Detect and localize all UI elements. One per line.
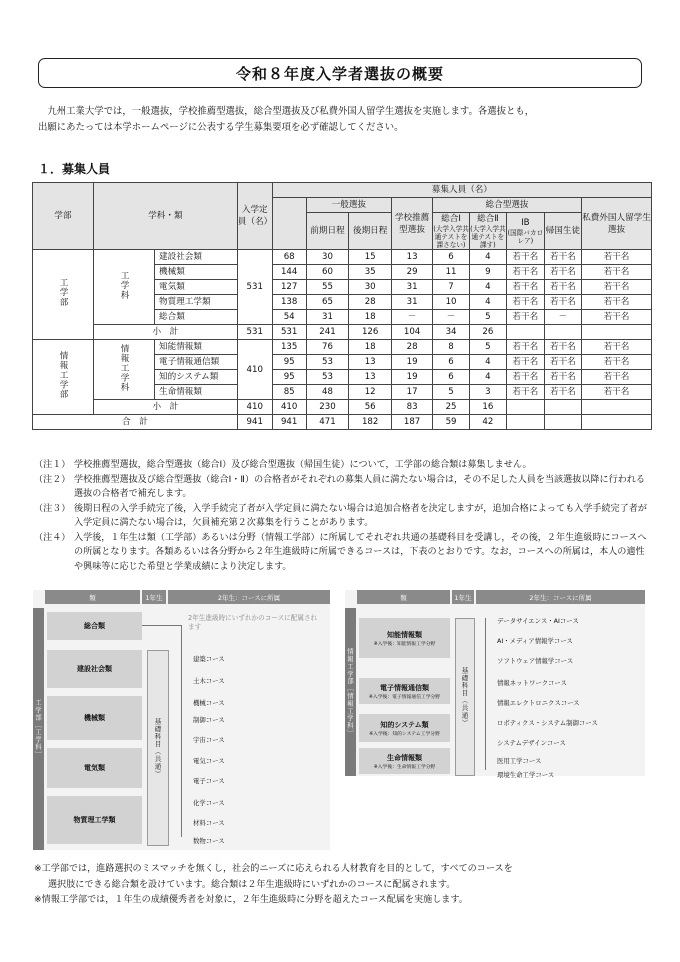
diagram-header-year2: 2年生：コースに所属 bbox=[476, 590, 645, 604]
footnote-line: ※工学部では，進路選択のミスマッチを無くし，社会的ニーズに応えられる人材教育を目的として，すべてのコースを bbox=[34, 864, 513, 874]
section-heading: １．募集人員 bbox=[38, 162, 111, 176]
header-returnee: 帰国生徒 bbox=[544, 213, 581, 250]
diagram-sidebar-info: 情報工学部［情報工学科］ bbox=[345, 608, 356, 776]
table-row: 知的システム類 95 53 13 19 6 4 若干名 若干名 若干名 bbox=[33, 370, 652, 385]
dept-name: 総合類 bbox=[155, 310, 238, 325]
footnote-line: ※情報工学部では，１年生の成績優秀者を対象に，２年生進級時に分野を超えたコース配属を実施します。 bbox=[34, 895, 468, 905]
course-item: データサイエンス・AIコース bbox=[497, 617, 579, 625]
faculty-info: 情報工学部 bbox=[33, 340, 94, 415]
footnotes bbox=[34, 862, 650, 909]
type-box: 電子情報通信類 ※入学後：電子情報通信工学分野 bbox=[359, 678, 450, 704]
course-item: 宇宙コース bbox=[193, 736, 225, 744]
header-early: 前期日程 bbox=[306, 213, 349, 250]
course-item: 制御コース bbox=[193, 716, 225, 724]
connector-line bbox=[142, 625, 182, 626]
diagram-header-type: 類 bbox=[45, 590, 140, 604]
dept-name: 生命情報類 bbox=[155, 385, 238, 400]
intro-paragraph bbox=[38, 104, 648, 136]
type-box: 物質理工学類 bbox=[47, 796, 142, 844]
connector-line bbox=[181, 625, 182, 837]
header-c2: 総合Ⅱ (大学入学共通テストを課す) bbox=[470, 214, 506, 249]
type-box: 電気類 bbox=[47, 748, 142, 788]
note-item: （注３） 後期日程の入学手続完了後，入学手続完了者が入学定員に満たない場合は追加合格者を決定しますが，追加合格によっても入学手続完了者が入学定員に満たない場合は，欠員補充第２次募集を行うことがあります。 bbox=[34, 503, 647, 528]
table-row: 情報工学部 情報工学科 知能情報類 410 135 76 18 28 8 5 若干名 若干名 若干名 bbox=[33, 340, 652, 355]
table-row: 物質理工学類 138 65 28 31 10 4 若干名 若干名 若干名 bbox=[33, 295, 652, 310]
course-item: 環境生命工学コース bbox=[497, 771, 555, 779]
capacity-info: 410 bbox=[237, 340, 272, 400]
group-info: 情報工学科 bbox=[94, 340, 155, 400]
page-title-text: 令和８年度入学者選抜の概要 bbox=[235, 64, 444, 83]
type-box: 知能情報類 ※入学後：知能情報工学分野 bbox=[359, 618, 450, 658]
table-row-subtotal: 小 計 531 531 241 126 104 34 26 bbox=[33, 325, 652, 340]
dept-name: 電子情報通信類 bbox=[155, 355, 238, 370]
table-row: 機械類 144 60 35 29 11 9 若干名 若干名 若干名 bbox=[33, 265, 652, 280]
diagram-header-year2: 2年生：コースに所属 bbox=[168, 590, 330, 604]
faculty-eng: 工学部 bbox=[33, 250, 94, 340]
intro-line: 出願にあたっては本学ホームページに公表する学生募集要項を必ず確認してください。 bbox=[38, 122, 404, 133]
connector-line bbox=[485, 618, 486, 770]
course-item: 電気コース bbox=[193, 757, 225, 765]
header-recruit: 募集人員（名） bbox=[272, 183, 651, 198]
course-item: AI・メディア情報学コース bbox=[497, 637, 573, 645]
course-item: システムデザインコース bbox=[497, 739, 566, 747]
diagram-info bbox=[345, 590, 645, 779]
type-box: 総合類 bbox=[47, 612, 142, 640]
type-box: 機械類 bbox=[47, 696, 142, 740]
course-item: 数物コース bbox=[193, 837, 225, 845]
dept-name: 知的システム類 bbox=[155, 370, 238, 385]
diagram-header-type: 類 bbox=[357, 590, 450, 604]
capacity-eng: 531 bbox=[237, 250, 272, 325]
basic-subjects-info: 基礎科目（共通） bbox=[455, 618, 475, 776]
header-dept: 学科・類 bbox=[94, 183, 238, 250]
table-row: 総合類 54 31 18 － － 5 若干名 － 若干名 bbox=[33, 310, 652, 325]
table-row-total: 合 計 941 941 471 182 187 59 42 bbox=[33, 415, 652, 430]
course-item: 建築コース bbox=[193, 655, 225, 663]
page-title bbox=[38, 58, 642, 88]
header-ib: IB (国際バカロレア) bbox=[506, 213, 544, 250]
header-capacity: 入学定員（名） bbox=[237, 183, 272, 250]
header-comprehensive: 総合型選抜 bbox=[433, 198, 582, 213]
note-item: （注４） 入学後，１年生は類（工学部）あるいは分野（情報工学部）に所属してそれぞれ共通の基礎科目を受講し，その後，２年生進級時にコースへの所属となります。各類あるいは各分野から２年生進級時に所属できるコースは，下表のとおりです。なお，コースへの所属は，本人の適性や興味等に応じた希望と学業成績により決定します。 bbox=[34, 532, 647, 572]
basic-subjects-eng: 基礎科目（共通） bbox=[147, 650, 169, 846]
table-row: 生命情報類 85 48 12 17 5 3 若干名 若干名 若干名 bbox=[33, 385, 652, 400]
total-label: 合 計 bbox=[33, 415, 238, 430]
table-row-subtotal: 小 計 410 410 230 56 83 25 16 bbox=[33, 400, 652, 415]
table-row: 工学部 工学科 建設社会類 531 68 30 15 13 6 4 若干名 若干名 若干名 bbox=[33, 250, 652, 265]
note-item: （注２） 学校推薦型選抜及び総合型選抜（総合Ⅰ・Ⅱ）の合格者がそれぞれの募集人員に満たない場合は，その不足した人員を当該選抜以降に行われる選抜の合格者で補充します。 bbox=[34, 474, 645, 499]
course-item: 医用工学コース bbox=[497, 757, 542, 765]
table-row: 電子情報通信類 95 53 13 19 6 4 若干名 若干名 若干名 bbox=[33, 355, 652, 370]
course-item: 情報エレクトロニクスコース bbox=[497, 699, 580, 707]
course-item: 機械コース bbox=[193, 699, 225, 707]
dept-name: 電気類 bbox=[155, 280, 238, 295]
course-item: ソフトウェア情報学コース bbox=[497, 657, 574, 665]
header-faculty: 学部 bbox=[33, 183, 94, 250]
course-item: 土木コース bbox=[193, 677, 225, 685]
recruitment-table bbox=[32, 182, 652, 430]
notes bbox=[34, 458, 650, 574]
group-eng: 工学科 bbox=[94, 250, 155, 325]
diagram-engineering bbox=[33, 590, 330, 850]
dept-name: 建設社会類 bbox=[155, 250, 238, 265]
course-item: 情報ネットワークコース bbox=[497, 679, 567, 687]
intro-line: 九州工業大学では，一般選抜，学校推薦型選抜，総合型選抜及び私費外国人留学生選抜を実施します。各選抜とも， bbox=[47, 106, 535, 117]
sogo-note: 2年生進級時にいずれかのコースに配属されます bbox=[188, 614, 318, 631]
header-school: 学校推薦型選抜 bbox=[392, 198, 433, 250]
header-general: 一般選抜 bbox=[306, 198, 391, 213]
footnote-line: 選択肢にできる総合類を設けています。総合類は２年生進級時にいずれかのコースに配属されます。 bbox=[48, 879, 456, 890]
dept-name: 知能情報類 bbox=[155, 340, 238, 355]
course-item: 化学コース bbox=[193, 799, 225, 807]
course-item: 材料コース bbox=[193, 819, 225, 827]
dept-name: 物質理工学類 bbox=[155, 295, 238, 310]
type-box: 知的システム類 ※入学後：知的システム工学分野 bbox=[359, 714, 450, 742]
type-box: 生命情報類 ※入学後：生命情報工学分野 bbox=[359, 748, 450, 774]
course-item: 電子コース bbox=[193, 777, 225, 785]
header-late: 後期日程 bbox=[349, 213, 392, 250]
subtotal-label: 小 計 bbox=[94, 400, 238, 415]
header-c1: 総合Ⅰ (大学入学共通テストを課さない) bbox=[433, 214, 469, 249]
note-item: （注１） 学校推薦型選抜，総合型選抜（総合Ⅰ）及び総合型選抜（帰国生徒）について，工学部の総合類は募集しません。 bbox=[34, 460, 532, 470]
header-recruit-total bbox=[272, 198, 306, 250]
type-box: 建設社会類 bbox=[47, 650, 142, 688]
subtotal-label: 小 計 bbox=[94, 325, 238, 340]
course-item: ロボティクス・システム制御コース bbox=[497, 719, 598, 727]
diagram-header-year1: 1年生 bbox=[142, 590, 166, 604]
diagram-sidebar-eng: 工学部［工学科］ bbox=[33, 608, 44, 850]
diagram-header-year1: 1年生 bbox=[452, 590, 474, 604]
header-intl: 私費外国人留学生選抜 bbox=[581, 198, 651, 250]
table-row: 電気類 127 55 30 31 7 4 若干名 若干名 若干名 bbox=[33, 280, 652, 295]
dept-name: 機械類 bbox=[155, 265, 238, 280]
